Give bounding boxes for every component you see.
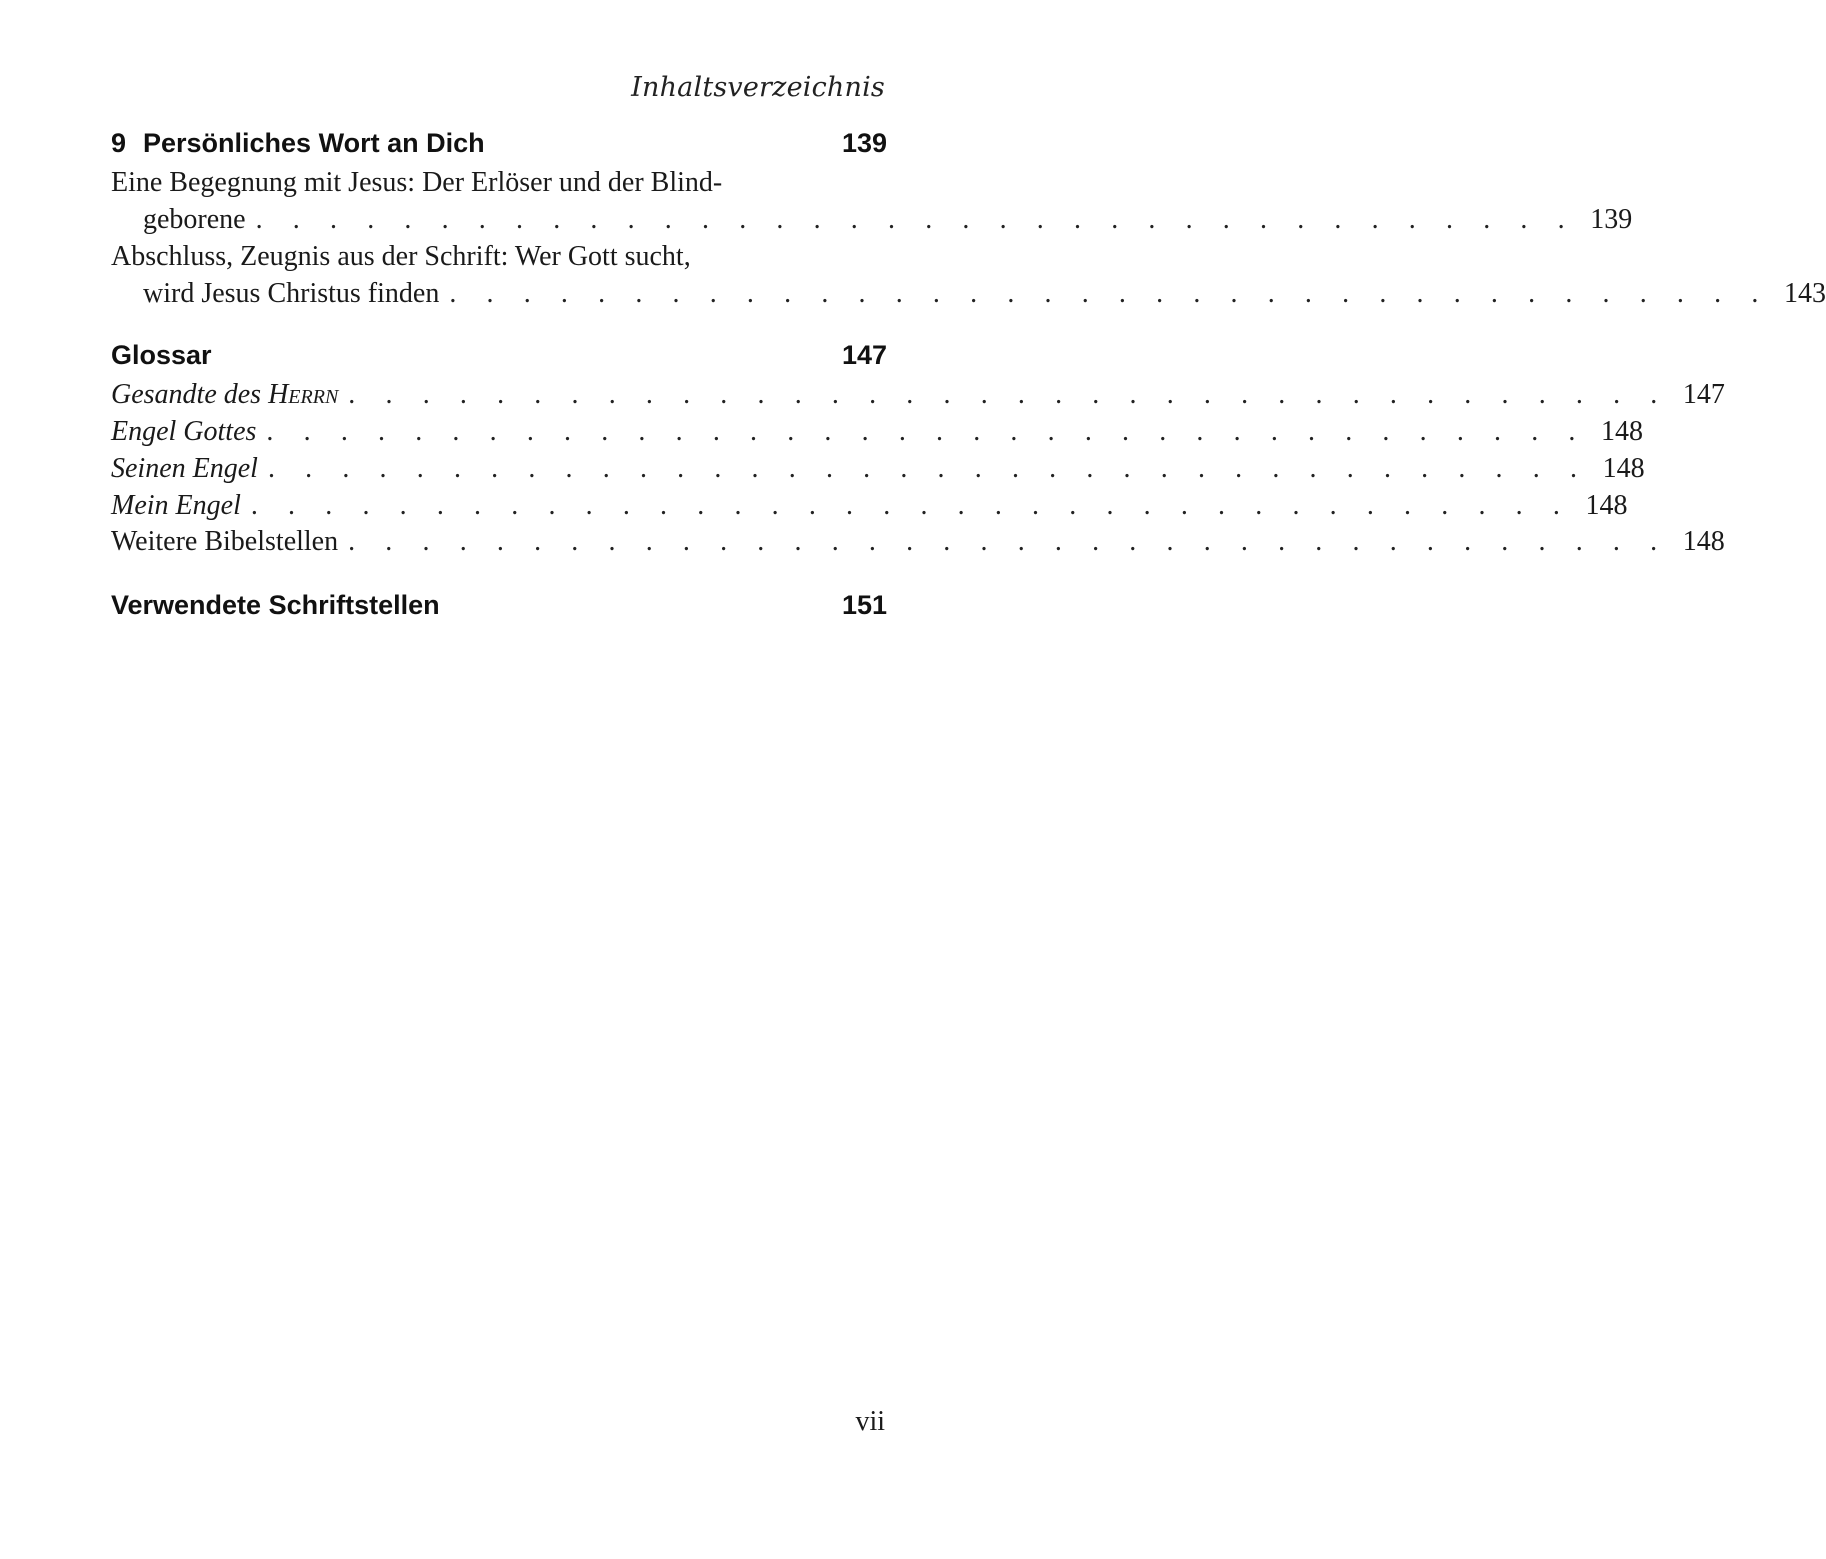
entry-text: Mein Engel [111, 490, 241, 521]
page-number: vii [855, 1406, 885, 1437]
chapter-heading-glossar[interactable] [111, 340, 887, 371]
entry-text: wird Jesus Christus finden [143, 278, 440, 309]
toc-entry-engel-gottes[interactable] [111, 413, 1644, 450]
dot-leader: . . . . . . . . . . . . . . . . . . . . . . . . . . . . . . . . . . . . [266, 416, 1588, 447]
chapter-title: Verwendete Schriftstellen [111, 590, 440, 620]
dot-leader: . . . . . . . . . . . . . . . . . . . . . . . . . . . . . . . . . . . . [348, 526, 1669, 557]
dot-leader: . . . . . . . . . . . . . . . . . . . . . . . . . . . . . . . . . . . . [255, 204, 1577, 235]
chapter-page: 147 [841, 340, 887, 370]
entry-page: 143 [1783, 278, 1826, 309]
entry-page: 147 [1682, 379, 1725, 410]
chapter-title: Persönliches Wort an Dich [143, 128, 485, 158]
toc-entry-abschluss[interactable] [111, 238, 1826, 312]
entry-line-1: Abschluss, Zeugnis aus der Schrift: Wer Gott sucht, [111, 241, 691, 272]
toc-entry-begegnung[interactable] [111, 164, 1633, 238]
entry-page: 148 [1585, 490, 1628, 521]
entry-page: 148 [1602, 453, 1645, 484]
dot-leader: . . . . . . . . . . . . . . . . . . . . . . . . . . . . . . . . . . . . [250, 490, 1572, 521]
chapter-title: Glossar [111, 340, 212, 370]
running-head: Inhaltsverzeichnis [631, 72, 885, 103]
entry-page: 148 [1601, 416, 1644, 447]
toc-entry-seinen-engel[interactable] [111, 450, 1645, 487]
entry-text: Gesandte des Herrn [111, 379, 339, 410]
entry-page: 139 [1590, 204, 1633, 235]
chapter-page: 151 [841, 590, 887, 620]
entry-text: Seinen Engel [111, 453, 258, 484]
chapter-heading-schriftstellen[interactable] [111, 590, 887, 621]
dot-leader: . . . . . . . . . . . . . . . . . . . . . . . . . . . . . . . . . . . . [348, 379, 1669, 410]
dot-leader: . . . . . . . . . . . . . . . . . . . . . . . . . . . . . . . . . . . . [449, 278, 1770, 309]
toc-entry-weitere-bibelstellen[interactable] [111, 523, 1725, 560]
entry-line-2 [111, 275, 1826, 312]
chapter-page: 139 [841, 128, 887, 158]
dot-leader: . . . . . . . . . . . . . . . . . . . . . . . . . . . . . . . . . . . . [267, 453, 1589, 484]
entry-text: geborene [143, 204, 246, 235]
entry-text: Weitere Bibelstellen [111, 526, 339, 557]
chapter-number: 9 [111, 128, 127, 158]
chapter-heading-9[interactable] [111, 128, 887, 159]
toc-entry-mein-engel[interactable] [111, 487, 1628, 524]
entry-line-2 [111, 201, 1633, 238]
entry-text: Engel Gottes [111, 416, 257, 447]
entry-page: 148 [1682, 526, 1725, 557]
toc-entry-gesandte[interactable] [111, 376, 1725, 413]
entry-line-1: Eine Begegnung mit Jesus: Der Erlöser und der Blind- [111, 167, 723, 198]
